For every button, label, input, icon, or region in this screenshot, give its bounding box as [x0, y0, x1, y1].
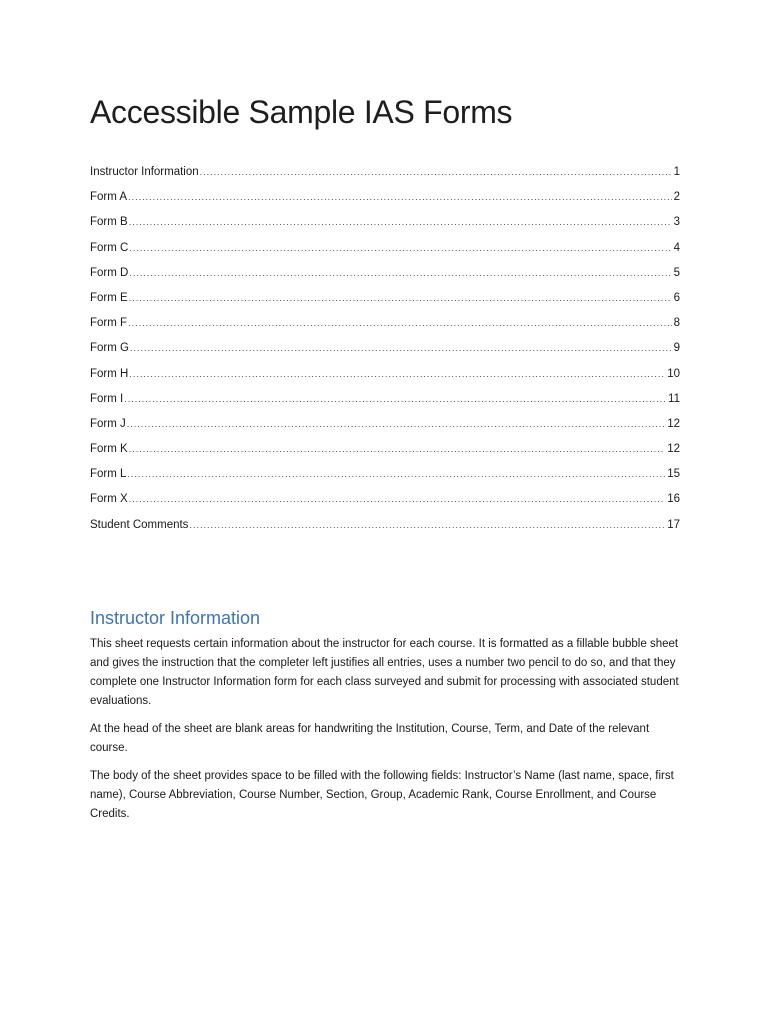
- toc-entry-label: Form G: [90, 342, 129, 355]
- toc-entry-label: Form I: [90, 392, 124, 405]
- toc-leader: [129, 444, 666, 454]
- toc-entry-page: 3: [673, 216, 680, 229]
- toc-entry[interactable]: [90, 191, 680, 216]
- toc-entry-page: 6: [673, 291, 680, 304]
- section-heading: Instructor Information: [90, 608, 261, 628]
- toc-entry[interactable]: [90, 468, 680, 493]
- toc-entry-page: 12: [667, 443, 680, 456]
- toc-leader: [129, 217, 672, 227]
- toc-entry[interactable]: [90, 342, 680, 367]
- toc-entry-label: Instructor Information: [90, 166, 199, 178]
- toc-entry-page: 12: [667, 417, 680, 430]
- toc-entry-label: Form X: [90, 493, 128, 506]
- toc-entry-label: Form E: [90, 291, 128, 304]
- toc-leader: [129, 268, 671, 278]
- toc-entry[interactable]: [90, 443, 680, 468]
- table-of-contents: [90, 166, 680, 544]
- toc-entry[interactable]: [90, 418, 680, 443]
- toc-entry-label: Form H: [90, 367, 129, 380]
- toc-entry-page: 5: [673, 266, 680, 279]
- toc-entry-label: Form L: [90, 468, 127, 481]
- toc-entry-label: Form D: [90, 266, 129, 279]
- body-paragraph: This sheet requests certain information about the instructor for each course. It is formatted as a fillable bubble sheet and gives the instruction that the completer left justifies all entries, uses a number two pencil to do so, and that they complete one Instructor Information form for each class surveyed and submit for processing with associated student evaluations.: [90, 638, 679, 707]
- toc-entry-page: 16: [667, 493, 680, 506]
- toc-entry[interactable]: [90, 393, 680, 418]
- toc-entry[interactable]: [90, 242, 680, 267]
- toc-entry-page: 4: [673, 241, 680, 254]
- toc-entry[interactable]: [90, 493, 680, 518]
- toc-leader: [124, 394, 666, 404]
- toc-entry[interactable]: [90, 368, 680, 393]
- toc-entry-page: 1: [673, 166, 680, 178]
- toc-entry-label: Form F: [90, 317, 128, 330]
- toc-leader: [127, 419, 665, 429]
- toc-entry-label: Form K: [90, 443, 128, 456]
- toc-entry-label: Form A: [90, 191, 128, 204]
- toc-leader: [129, 293, 672, 303]
- toc-leader: [129, 369, 665, 379]
- toc-entry-page: 15: [667, 468, 680, 481]
- toc-entry[interactable]: [90, 216, 680, 241]
- toc-leader: [127, 469, 665, 479]
- document-title: Accessible Sample IAS Forms: [90, 94, 513, 130]
- toc-entry-page: 9: [673, 342, 680, 355]
- toc-entry-label: Form C: [90, 241, 129, 254]
- toc-leader: [200, 167, 672, 177]
- toc-leader: [128, 318, 672, 328]
- toc-entry[interactable]: [90, 166, 680, 191]
- toc-leader: [130, 343, 672, 353]
- toc-entry-label: Student Comments: [90, 518, 189, 531]
- toc-entry-page: 10: [667, 367, 680, 380]
- toc-leader: [129, 494, 666, 504]
- toc-entry[interactable]: [90, 267, 680, 292]
- body-paragraph: The body of the sheet provides space to be filled with the following fields: Instructor’s Name (last name, space, first name), Course Abbreviation, Course Number, Section, Group, Academic Rank, Course Enrollment, and Course Credits.: [90, 770, 674, 820]
- toc-leader: [129, 243, 671, 253]
- toc-entry[interactable]: [90, 519, 680, 544]
- toc-entry-label: Form B: [90, 216, 128, 229]
- toc-entry-page: 2: [673, 191, 680, 204]
- toc-entry-page: 11: [668, 392, 680, 405]
- toc-entry[interactable]: [90, 317, 680, 342]
- body-paragraph: At the head of the sheet are blank areas for handwriting the Institution, Course, Term, and Date of the relevant course.: [90, 723, 650, 754]
- toc-entry[interactable]: [90, 292, 680, 317]
- toc-entry-page: 8: [673, 317, 680, 330]
- toc-entry-page: 17: [667, 518, 680, 531]
- toc-entry-label: Form J: [90, 417, 126, 430]
- toc-leader: [128, 192, 672, 202]
- toc-leader: [189, 520, 665, 530]
